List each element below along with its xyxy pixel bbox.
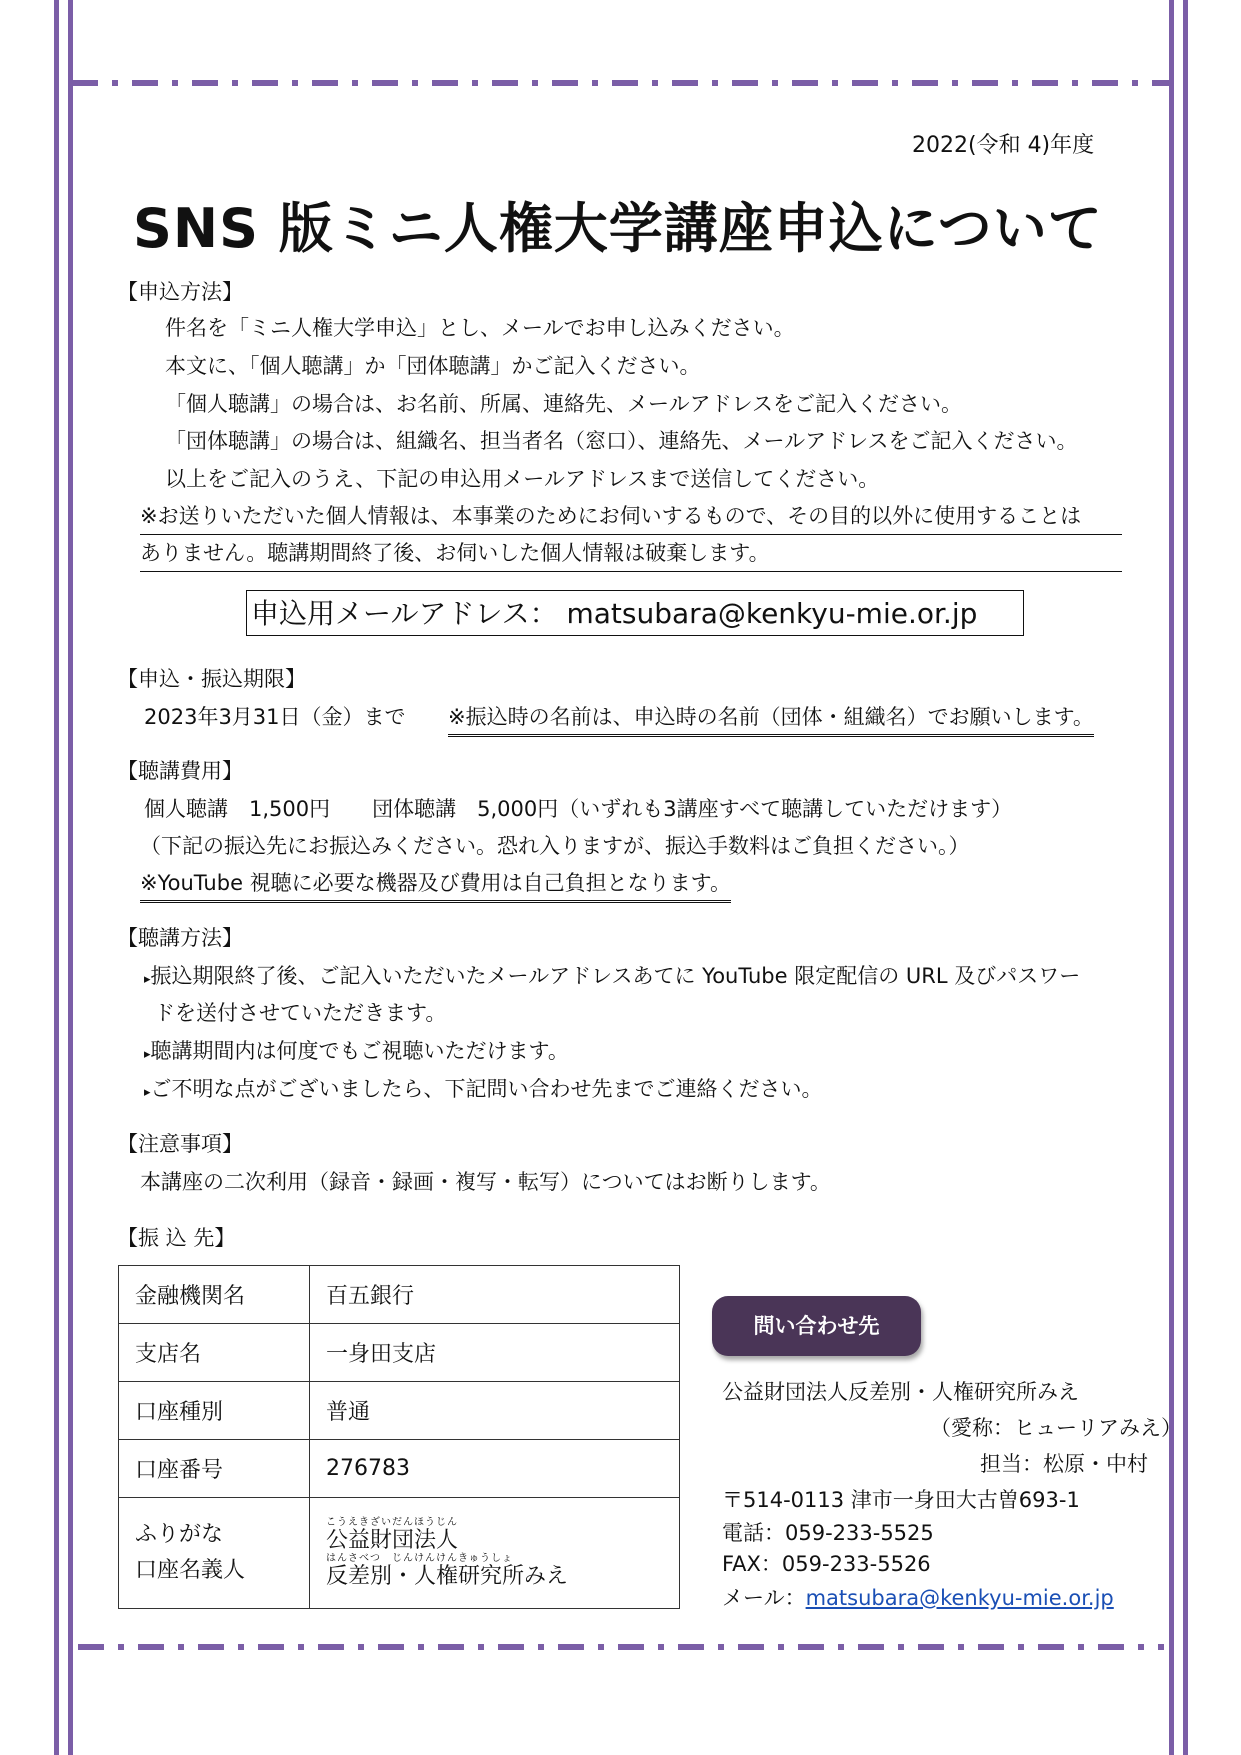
method-item-2-text: 聴講期間内は何度でもご視聴いただけます。 [150,1039,569,1063]
fee-line-1: 個人聴講 1,500円 団体聴講 5,000円（いずれも3講座すべて聴講していただけます） [144,797,1013,821]
contact-tel: 電話：059-233-5525 [722,1521,934,1545]
branch-value: 一身田支店 [310,1324,680,1382]
fee-note: ※YouTube 視聴に必要な機器及び費用は自己負担となります。 [140,867,731,903]
bank-value: 百五銀行 [310,1266,680,1324]
deadline-date: 2023年3月31日（金）まで [144,705,406,729]
account-number-label: 口座番号 [119,1440,310,1498]
fee-line-2: （下記の振込先にお振込みください。恐れ入りますが、振込手数料はご負担ください。） [140,834,970,858]
contact-person: 担当：松原・中村 [980,1452,1148,1476]
holder-furigana-1: こうえきざいだんほうじん [326,1517,458,1528]
deadline-heading: 【申込・振込期限】 [117,667,306,691]
contact-nickname: （愛称：ヒューリアみえ） [930,1416,1182,1440]
application-email-box: 申込用メールアドレス： matsubara@kenkyu-mie.or.jp [246,590,1024,636]
border-bottom-dashed [78,1644,1164,1650]
method-item-3: ▸ご不明な点がございましたら、下記問い合わせ先までご連絡ください。 [144,1077,823,1101]
method-item-3-text: ご不明な点がございましたら、下記問い合わせ先までご連絡ください。 [150,1077,823,1101]
contact-mail-label: メール： [722,1586,806,1610]
caution-line: 本講座の二次利用（録音・録画・複写・転写）についてはお断りします。 [140,1170,831,1194]
page-title: SNS 版ミニ人権大学講座申込について [133,197,1103,260]
account-type-label: 口座種別 [119,1382,310,1440]
application-line-5: 以上をご記入のうえ、下記の申込用メールアドレスまで送信してください。 [165,467,880,491]
table-row [119,1498,680,1609]
method-heading: 【聴講方法】 [117,926,243,950]
contact-mail-link[interactable]: matsubara@kenkyu-mie.or.jp [805,1586,1114,1610]
border-right-inner [1169,0,1174,1755]
holder-value [310,1498,680,1609]
contact-fax: FAX：059-233-5526 [722,1552,931,1576]
holder-name-2: 反差別・人権研究所みえ [326,1564,569,1589]
holder-label-name: 口座名義人 [135,1558,246,1583]
holder-label-furigana: ふりがな [135,1522,224,1547]
privacy-note-2: ありません。聴講期間終了後、お伺いした個人情報は破棄します。 [140,537,1122,572]
branch-label: 支店名 [119,1324,310,1382]
table-row [119,1324,680,1382]
method-item-2: ▸聴講期間内は何度でもご視聴いただけます。 [144,1039,569,1063]
holder-label [119,1498,310,1609]
table-row [119,1266,680,1324]
application-line-3: 「個人聴講」の場合は、お名前、所属、連絡先、メールアドレスをご記入ください。 [165,392,962,416]
application-line-1: 件名を「ミニ人権大学申込」とし、メールでお申し込みください。 [165,316,795,340]
application-heading: 【申込方法】 [117,280,243,304]
holder-name-1: 公益財団法人 [326,1528,459,1553]
method-item-1a: 振込期限終了後、ご記入いただいたメールアドレスあてに YouTube 限定配信の URL 及びパスワー [150,964,1081,988]
border-top-dashed [72,80,1170,86]
bank-label: 金融機関名 [119,1266,310,1324]
border-left-inner [68,0,73,1755]
border-left-outer [54,0,59,1755]
application-line-4: 「団体聴講」の場合は、組織名、担当者名（窓口）、連絡先、メールアドレスをご記入ください。 [165,429,1078,453]
table-row [119,1440,680,1498]
account-number-value: 276783 [310,1440,680,1498]
bank-table [118,1265,680,1609]
holder-furigana-2: はんさべつ じんけんけんきゅうしょ [326,1553,513,1564]
border-right-outer [1183,0,1188,1755]
contact-org: 公益財団法人反差別・人権研究所みえ [722,1380,1079,1404]
fiscal-year: 2022(令和 4)年度 [912,133,1095,158]
method-item-1: ▸振込期限終了後、ご記入いただいたメールアドレスあてに YouTube 限定配信の URL 及びパスワー [144,964,1081,988]
table-row [119,1382,680,1440]
privacy-note-1: ※お送りいただいた個人情報は、本事業のためにお伺いするもので、その目的以外に使用することは [140,500,1122,535]
method-item-1b: ドを送付させていただきます。 [154,1001,447,1025]
caution-heading: 【注意事項】 [117,1132,243,1156]
deadline-note: ※振込時の名前は、申込時の名前（団体・組織名）でお願いします。 [448,701,1094,737]
contact-badge: 問い合わせ先 [712,1296,921,1356]
application-line-2: 本文に、「個人聴講」か「団体聴講」かご記入ください。 [165,354,701,378]
fee-heading: 【聴講費用】 [117,759,243,783]
contact-address: 〒514-0113 津市一身田大古曽693-1 [722,1488,1080,1512]
account-type-value: 普通 [310,1382,680,1440]
contact-mail [722,1582,1114,1612]
bank-heading: 【振 込 先】 [117,1226,236,1250]
